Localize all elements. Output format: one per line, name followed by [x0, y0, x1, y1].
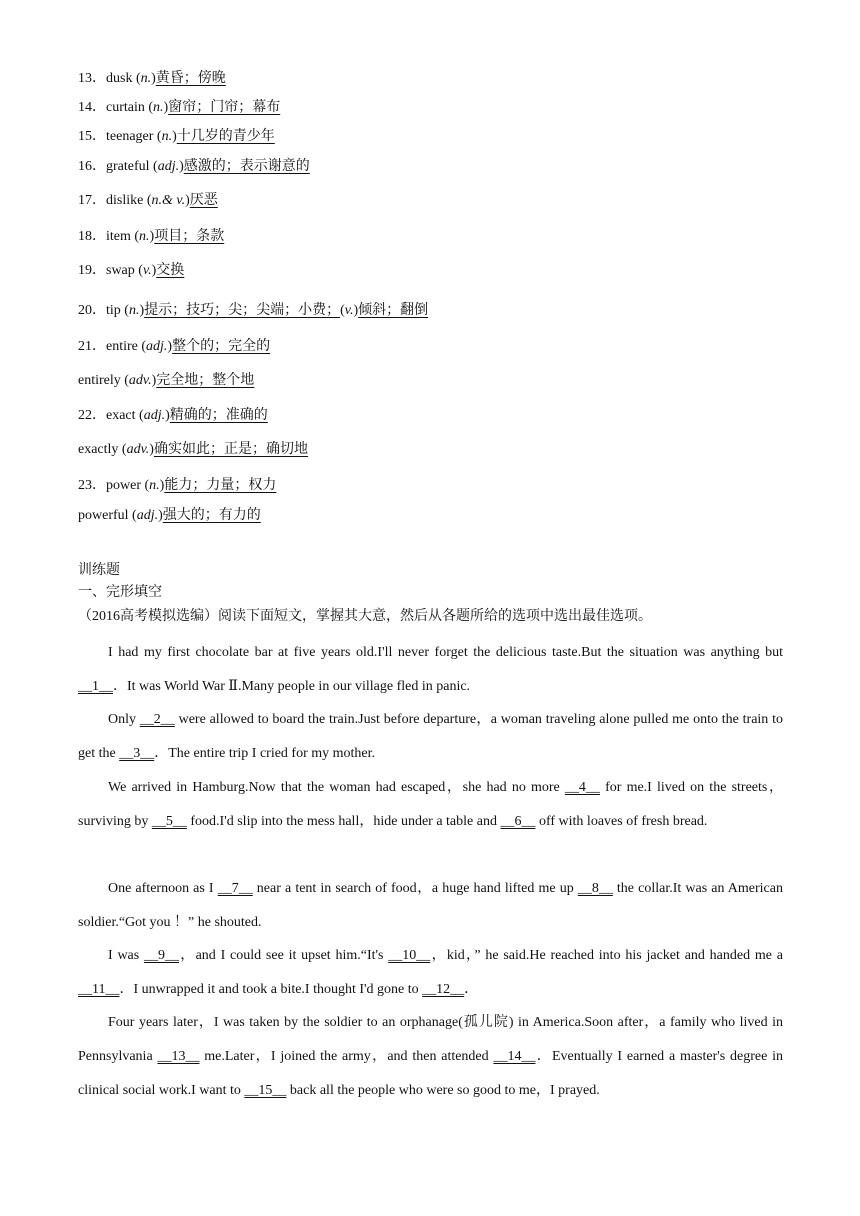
vocab-gloss: 十几岁的青少年: [176, 129, 275, 144]
vocab-pos: adv.: [128, 373, 152, 388]
vocab-pos: n.: [153, 100, 164, 115]
vocab-gloss: 提示；技巧；尖；尖端；小费；: [144, 303, 341, 318]
passage-text: ．: [464, 982, 479, 997]
vocab-pos: adj.: [143, 408, 166, 423]
vocab-pos: n.& v.: [151, 193, 186, 208]
passage-paragraph: [78, 771, 783, 839]
passage-text: the collar.It was an American soldier.“Got you ！” he shouted.: [78, 881, 783, 930]
vocab-gloss: 窗帘；门帘；幕布: [168, 100, 281, 115]
vocab-word: powerful (: [78, 508, 137, 523]
passage-text: I had my first chocolate bar at five years old.I'll never forget the delicious taste.But the situation was anything but: [108, 645, 783, 660]
vocab-word: 15．teenager (: [78, 129, 162, 144]
part-title: 一、完形填空: [78, 585, 162, 600]
vocab-paren: ): [139, 303, 145, 318]
cloze-blank: __7__: [217, 881, 253, 896]
vocab-paren: ): [185, 193, 190, 208]
passage-text: ．Eventually I earned a master's degree in clinical social work.I want to: [78, 1049, 783, 1098]
passage-text: near a tent in search of food，a huge hand lifted me up: [252, 881, 578, 896]
cloze-blank: __14__: [493, 1049, 536, 1064]
vocab-paren: ): [163, 100, 169, 115]
section-title: 训练题: [78, 563, 120, 578]
passage-paragraph: [78, 636, 783, 704]
cloze-blank: __12__: [422, 982, 465, 997]
vocab-word: 19．swap (: [78, 263, 143, 278]
cloze-blank: __6__: [500, 814, 536, 829]
vocab-paren: ): [149, 442, 154, 457]
vocab-paren: (: [340, 303, 345, 318]
vocab-gloss: 能力；力量；权力: [164, 478, 277, 493]
cloze-blank: __11__: [78, 982, 120, 997]
passage-text: ，kid，” he said.He reached into his jacket and handed me a: [430, 948, 784, 963]
vocab-gloss: 完全地；整个地: [156, 373, 255, 388]
passage-text: were allowed to board the train.Just before departure，a woman traveling alone pulled me onto the train to get the: [78, 712, 783, 761]
vocab-word: 13．dusk (: [78, 71, 141, 86]
vocab-pos: n.: [140, 71, 152, 86]
vocab-gloss: 精确的；准确的: [169, 408, 268, 423]
vocab-pos: adj.: [157, 159, 180, 174]
passage-text: off with loaves of fresh bread.: [535, 814, 708, 829]
vocab-paren: ): [151, 373, 157, 388]
vocab-pos: adv.: [126, 442, 150, 457]
cloze-blank: __8__: [577, 881, 613, 896]
cloze-blank: __4__: [564, 780, 600, 795]
passage-text: ．The entire trip I cried for my mother.: [154, 746, 376, 761]
passage-text: Four years later，I was taken by the soldier to an orphanage(孤儿院) in America.Soon after，a family who lived in Pennsylvania: [78, 1015, 783, 1064]
cloze-blank: __10__: [388, 948, 431, 963]
passage-text: One afternoon as I: [108, 881, 218, 896]
vocab-entry: [78, 158, 310, 176]
vocab-paren: ): [158, 508, 163, 523]
vocab-gloss: 确实如此；正是；确切地: [153, 442, 308, 457]
vocab-word: exactly (: [78, 442, 127, 457]
passage-text: food.I'd slip into the mess hall，hide under a table and: [186, 814, 501, 829]
vocab-gloss: 倾斜；翻倒: [358, 303, 429, 318]
cloze-blank: __13__: [157, 1049, 200, 1064]
vocab-entry: [78, 338, 270, 356]
vocab-paren: ): [179, 159, 184, 174]
vocab-paren: ): [353, 303, 359, 318]
passage-text: for me.I lived on the streets，surviving by: [78, 780, 784, 829]
vocab-gloss: 交换: [156, 263, 185, 278]
vocab-word: 21．entire (: [78, 339, 147, 354]
vocab-pos: n.: [161, 129, 173, 144]
cloze-blank: __3__: [119, 746, 155, 761]
vocab-entry: [78, 302, 428, 320]
vocab-paren: ): [151, 263, 157, 278]
passage-text: ，and I could see it upset him.“It's: [179, 948, 389, 963]
vocab-word: 17．dislike (: [78, 193, 152, 208]
vocab-gloss: 感激的；表示谢意的: [183, 159, 310, 174]
vocab-entry: [78, 507, 261, 525]
vocab-pos: n.: [149, 478, 160, 493]
vocab-word: entirely (: [78, 373, 129, 388]
vocab-paren: ): [159, 478, 165, 493]
vocab-word: 23．power (: [78, 478, 150, 493]
vocab-pos: v.: [344, 303, 354, 318]
vocab-entry: [78, 407, 268, 425]
passage-text: We arrived in Hamburg.Now that the woman had escaped，she had no more: [108, 780, 565, 795]
vocab-entry: [78, 228, 224, 246]
instruction-text: （2016高考模拟选编）阅读下面短文，掌握其大意，然后从各题所给的选项中选出最佳选项。: [78, 609, 652, 624]
vocab-word: 20．tip (: [78, 303, 129, 318]
cloze-blank: __2__: [139, 712, 175, 727]
vocab-gloss: 厌恶: [189, 193, 218, 208]
vocab-paren: ): [149, 229, 155, 244]
passage-text: Only: [108, 712, 140, 727]
vocab-word: 14．curtain (: [78, 100, 154, 115]
passage-text: ．It was World War Ⅱ.Many people in our village fled in panic.: [113, 679, 471, 694]
vocab-entry: [78, 372, 254, 390]
vocab-paren: ): [165, 408, 170, 423]
cloze-blank: __9__: [144, 948, 180, 963]
cloze-blank: __5__: [151, 814, 187, 829]
vocab-gloss: 黄昏；傍晚: [155, 71, 226, 86]
vocab-entry: [78, 128, 275, 146]
vocab-word: 16．grateful (: [78, 159, 158, 174]
vocab-pos: adj.: [146, 339, 168, 354]
vocab-paren: ): [167, 339, 173, 354]
passage-text: me.Later，I joined the army，and then attended: [199, 1049, 494, 1064]
vocab-entry: [78, 262, 184, 280]
vocab-pos: v.: [142, 263, 152, 278]
passage-text: ．I unwrapped it and took a bite.I thought I'd gone to: [119, 982, 423, 997]
passage-text: back all the people who were so good to me，I prayed.: [286, 1083, 600, 1098]
passage-paragraph: [78, 703, 783, 771]
vocab-entry: [78, 99, 280, 117]
passage-paragraph: [78, 1006, 783, 1108]
passage-paragraph: [78, 872, 783, 940]
vocab-entry: [78, 192, 218, 210]
cloze-blank: __1__: [78, 679, 113, 694]
vocab-gloss: 项目；条款: [154, 229, 225, 244]
vocab-paren: ): [172, 129, 177, 144]
vocab-pos: n.: [128, 303, 140, 318]
vocab-word: 18．item (: [78, 229, 140, 244]
vocab-gloss: 强大的；有力的: [162, 508, 261, 523]
passage-text: I was: [108, 948, 145, 963]
vocab-entry: [78, 441, 308, 459]
cloze-blank: __15__: [244, 1083, 287, 1098]
vocab-entry: [78, 477, 276, 495]
passage-paragraph: [78, 939, 783, 1007]
vocab-paren: ): [151, 71, 156, 86]
vocab-gloss: 整个的；完全的: [172, 339, 271, 354]
vocab-pos: n.: [139, 229, 150, 244]
vocab-word: 22．exact (: [78, 408, 144, 423]
vocab-entry: [78, 70, 226, 88]
vocab-pos: adj.: [136, 508, 159, 523]
